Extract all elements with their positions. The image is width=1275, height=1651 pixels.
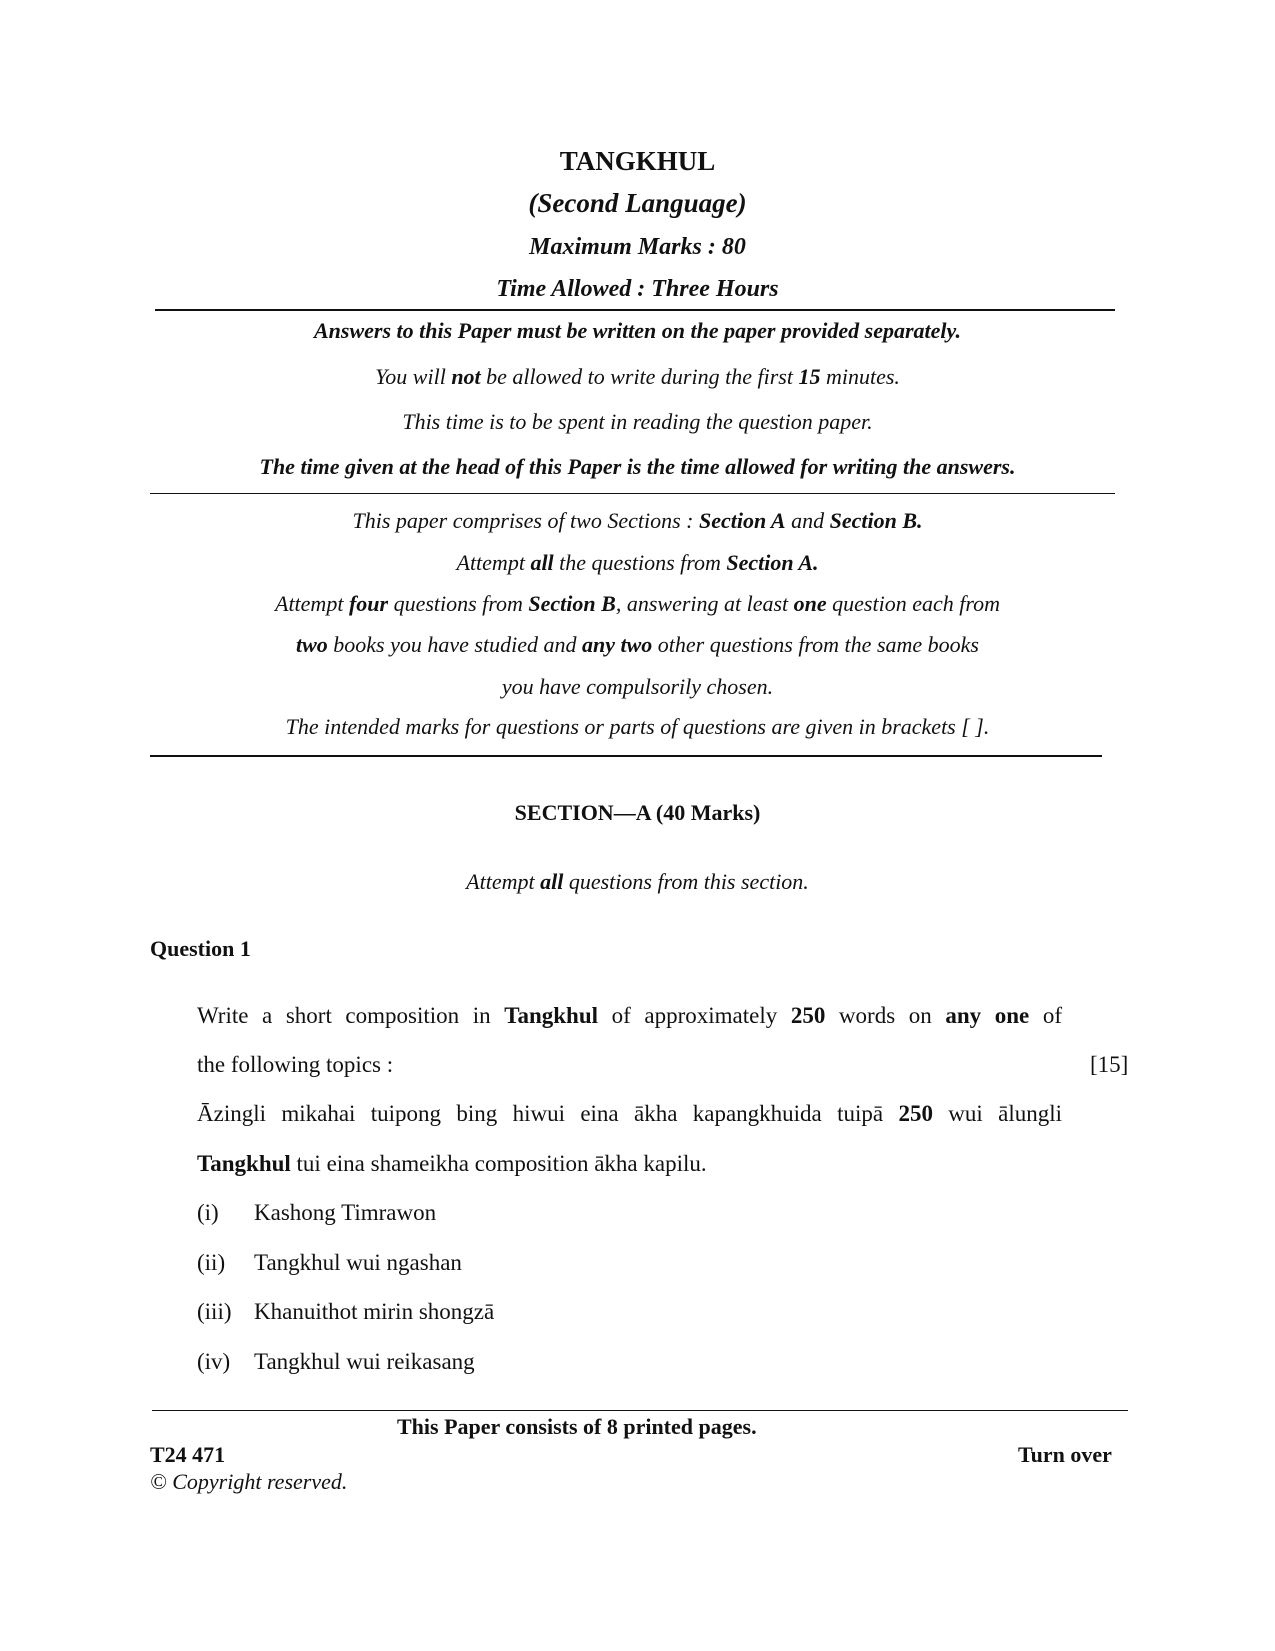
instruction-time-given: The time given at the head of this Paper is the time allowed for writing the answers. [259,454,1016,479]
instruction-answers: Answers to this Paper must be written on the paper provided separately. [314,318,961,343]
turn-over-label: Turn over [1018,1442,1112,1467]
maximum-marks: Maximum Marks : 80 [529,234,746,260]
topic-item: Kashong Timrawon [254,1200,437,1225]
paper-code: T24 471 [150,1442,226,1467]
instruction-section-b: Attempt four questions from Section B, answering at least one question each from [275,591,1000,616]
topic-item: Tangkhul wui ngashan [254,1250,462,1275]
paper-subtitle: (Second Language) [528,188,747,218]
instruction-sections: This paper comprises of two Sections : Section A and Section B. [352,508,923,533]
question-1-prompt-line2: the following topics : [197,1052,394,1077]
header-divider [155,309,1115,311]
instruction-section-a: Attempt all the questions from Section A. [456,550,819,575]
question-1-marks: [15] [1090,1052,1129,1077]
instruction-reading-time: You will not be allowed to write during the first 15 minutes. [375,364,900,389]
instruction-chosen: you have compulsorily chosen. [501,674,774,699]
section-a-instruction: Attempt all questions from this section. [466,869,809,894]
question-1-heading: Question 1 [150,936,251,961]
topic-number: (i) [197,1200,219,1225]
instruction-books: two books you have studied and any two other questions from the same books [296,632,979,657]
topic-number: (ii) [197,1250,226,1275]
topic-item: Tangkhul wui reikasang [254,1349,475,1374]
instruction-spent-reading: This time is to be spent in reading the question paper. [402,409,873,434]
question-1-tangkhul-line1: Āzingli mikahai tuipong bing hiwui eina ākha kapangkhuida tuipā 250 wui ālungli [197,1101,1062,1126]
topic-number: (iv) [197,1349,231,1374]
topic-number: (iii) [197,1299,232,1324]
instruction-divider [150,493,1115,494]
section-a-title: SECTION—A (40 Marks) [514,800,761,825]
instructions-end-divider [150,755,1102,757]
instruction-marks-brackets: The intended marks for questions or parts of questions are given in brackets [ ]. [285,714,990,739]
question-1-tangkhul-line2: Tangkhul tui eina shameikha composition ākha kapilu. [197,1151,707,1176]
copyright-notice: © Copyright reserved. [150,1469,348,1494]
time-allowed: Time Allowed : Three Hours [496,276,779,302]
question-1-prompt-line1: Write a short composition in Tangkhul of approximately 250 words on any one of [197,1003,1062,1028]
topic-item: Khanuithot mirin shongzā [254,1299,495,1324]
page-count-note: This Paper consists of 8 printed pages. [397,1414,757,1439]
footer-divider [152,1410,1128,1411]
paper-subject: TANGKHUL [559,146,716,176]
